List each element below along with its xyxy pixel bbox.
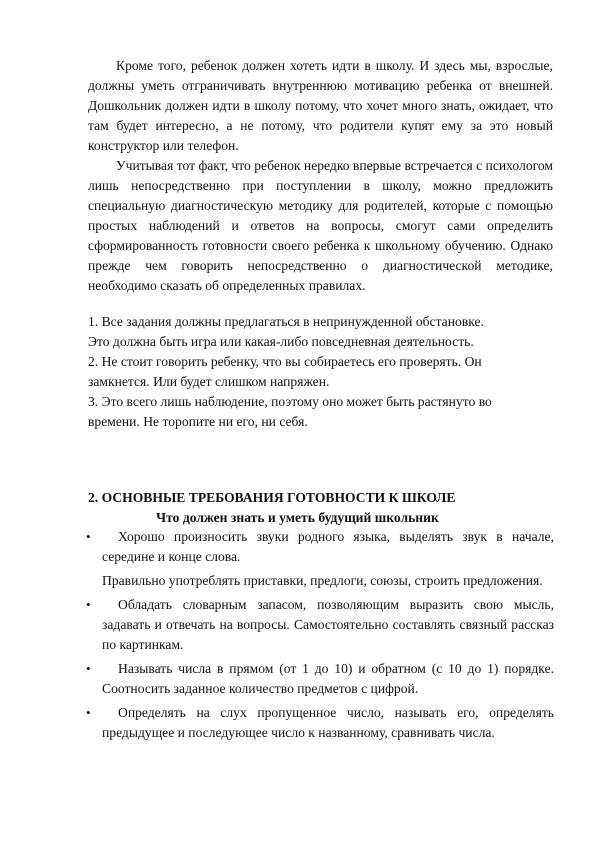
requirement-item [88, 659, 554, 699]
requirement-text: Называть числа в прямом (от 1 до 10) и обратном (с 10 до 1) порядке. Соотносить заданное количество предметов с цифрой. [102, 661, 554, 696]
bullet-icon: • [86, 529, 91, 544]
requirement-item [88, 527, 554, 591]
rule-item: 3. Это всего лишь наблюдение, поэтому оно может быть растянуто во времени. Не торопите ни его, ни себя. [88, 394, 492, 429]
requirement-item [88, 703, 554, 743]
requirements-list [88, 527, 554, 747]
rule-item: 2. Не стоит говорить ребенку, что вы собираетесь его проверять. Он замкнется. Или будет слишком напряжен. [88, 354, 482, 389]
requirement-item [88, 595, 554, 655]
rules-list [88, 312, 508, 432]
section-heading: 2. ОСНОВНЫЕ ТРЕБОВАНИЯ ГОТОВНОСТИ К ШКОЛЕ [88, 490, 456, 505]
paragraph-diagnostics: Учитывая тот факт, что ребенок нередко впервые встречается с психологом лишь непосредственно при поступлении в школу, можно предложить специальную диагностическую методику для родителей, которые с помощью простых наблюдений и ответов на вопросы, смогут сами определить сформированность готовности своего ребенка к школьному обучению. Однако прежде чем говорить непосредственно о диагностической методике, необходимо сказать об определенных правилах. [88, 158, 553, 293]
bullet-icon: • [86, 661, 91, 676]
paragraph-motivation: Кроме того, ребенок должен хотеть идти в школу. И здесь мы, взрослые, должны уметь отграничивать внутреннюю мотивацию ребенка от внешней. Дошкольник должен идти в школу потому, что хочет много знать, ожидает, что там будет интересно, а не потому, что родители купят ему за это новый конструктор или телефон. [88, 58, 553, 153]
bullet-icon: • [86, 597, 91, 612]
section-subheading: Что должен знать и уметь будущий школьник [156, 510, 439, 525]
requirement-text: Определять на слух пропущенное число, называть его, определять предыдущее и последующее число к названному, сравнивать числа. [102, 705, 554, 740]
requirement-text: Хорошо произносить звуки родного языка, выделять звук в начале, середине и конце слова. [102, 529, 554, 564]
requirement-extra-text: Правильно употреблять приставки, предлоги, союзы, строить предложения. [102, 573, 543, 588]
bullet-icon: • [86, 705, 91, 720]
requirement-text: Обладать словарным запасом, позволяющим выразить свою мысль, задавать и отвечать на вопросы. Самостоятельно составлять связный рассказ по картинкам. [102, 597, 554, 652]
rule-item: 1. Все задания должны предлагаться в непринужденной обстановке. Это должна быть игра или какая-либо повседневная деятельность. [88, 314, 484, 349]
